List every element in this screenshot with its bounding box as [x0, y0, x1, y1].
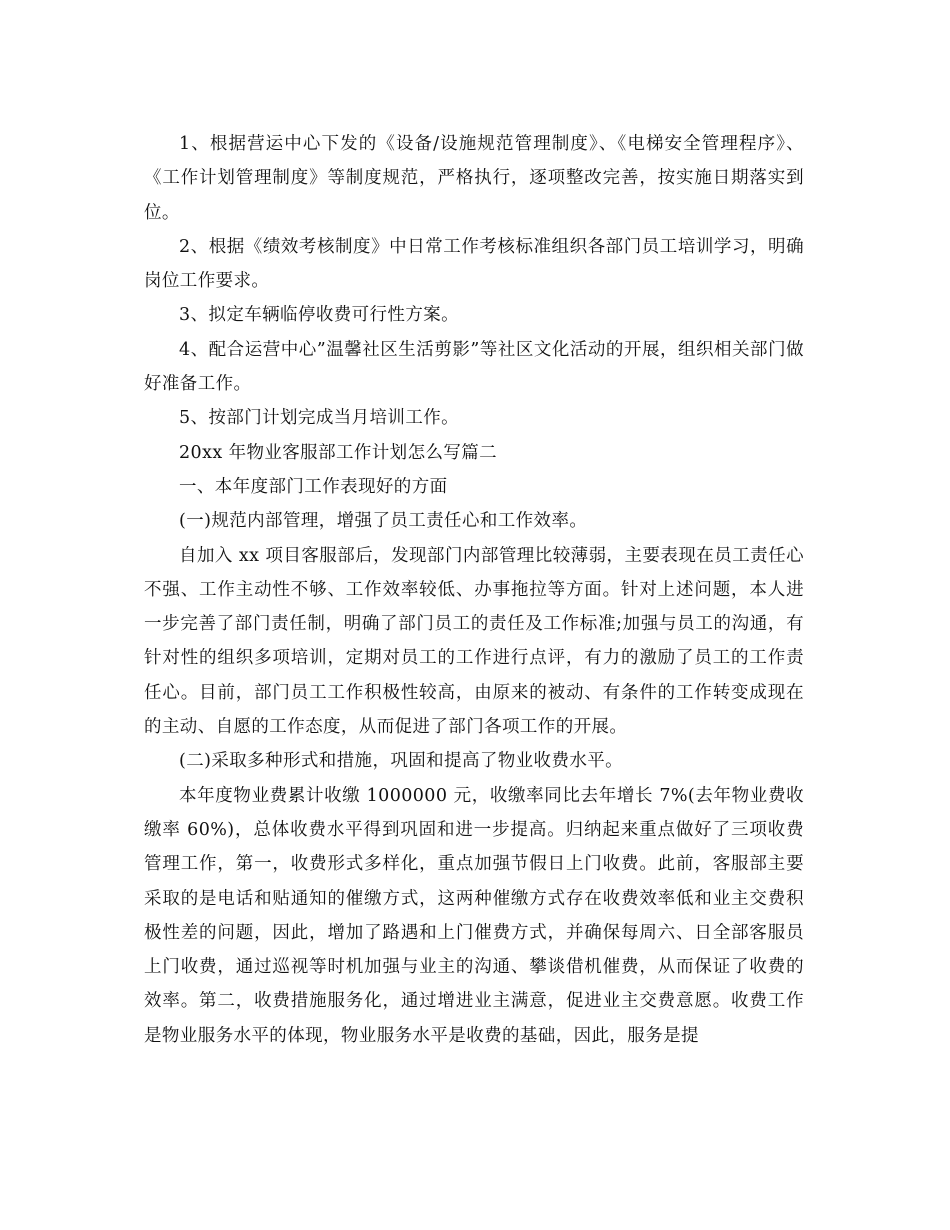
- section-heading: 一、本年度部门工作表现好的方面: [179, 476, 448, 497]
- document-body: [144, 127, 804, 1053]
- paragraph-item-2: 2、根据《绩效考核制度》中日常工作考核标准组织各部门员工培训学习，明确岗位工作要求。: [144, 236, 804, 292]
- body-paragraph-2: 本年度物业费累计收缴 1000000 元，收缴率同比去年增长 7%(去年物业费收缴率 60%)，总体收费水平得到巩固和进一步提高。归纳起来重点做好了三项收费管理工作，第一，收费形式多样化，重点加强节假日上门收费。此前，客服部主要采取的是电话和贴通知的催缴方式，这两种催缴方式存在收费效率低和业主交费积极性差的问题，因此，增加了路遇和上门催费方式，并确保每周六、日全部客服员上门收费，通过巡视等时机加强与业主的沟通、攀谈借机催费，从而保证了收费的效率。第二，收费措施服务化，通过增进业主满意，促进业主交费意愿。收费工作是物业服务水平的体现，物业服务水平是收费的基础，因此，服务是提: [144, 785, 804, 1046]
- subsection-heading-1: (一)规范内部管理，增强了员工责任心和工作效率。: [179, 511, 588, 532]
- paragraph-item-4: 4、配合运营中心”温馨社区生活剪影”等社区文化活动的开展，组织相关部门做好准备工作。: [144, 339, 804, 395]
- subsection-heading-2: (二)采取多种形式和措施，巩固和提高了物业收费水平。: [179, 751, 624, 772]
- section-title: 20xx 年物业客服部工作计划怎么写篇二: [179, 442, 498, 463]
- paragraph-item-1: 1、根据营运中心下发的《设备/设施规范管理制度》、《电梯安全管理程序》、《工作计划管理制度》等制度规范，严格执行，逐项整改完善，按实施日期落实到位。: [144, 134, 804, 223]
- paragraph-item-3: 3、拟定车辆临停收费可行性方案。: [179, 305, 460, 326]
- body-paragraph-1: 自加入 xx 项目客服部后，发现部门内部管理比较薄弱，主要表现在员工责任心不强、工作主动性不够、工作效率较低、办事拖拉等方面。针对上述问题，本人进一步完善了部门责任制，明确了部门员工的责任及工作标准;加强与员工的沟通，有针对性的组织多项培训，定期对员工的工作进行点评，有力的激励了员工的工作责任心。目前，部门员工工作积极性较高，由原来的被动、有条件的工作转变成现在的主动、自愿的工作态度，从而促进了部门各项工作的开展。: [144, 545, 804, 738]
- paragraph-item-5: 5、按部门计划完成当月培训工作。: [179, 408, 460, 429]
